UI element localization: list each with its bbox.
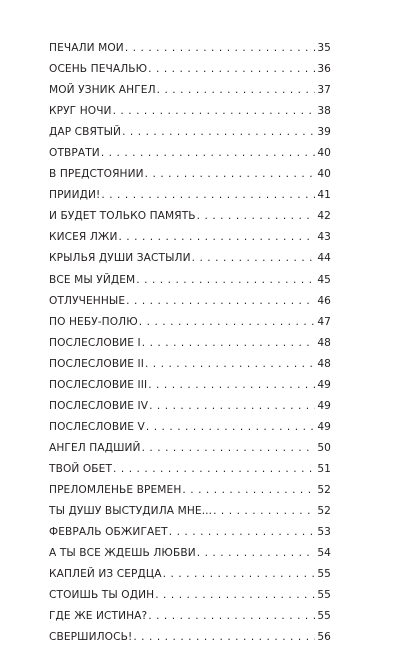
toc-entry bbox=[49, 126, 331, 147]
dot-leader bbox=[145, 358, 315, 370]
toc-entry-page: 48 bbox=[317, 336, 331, 349]
toc-entry-title: А ТЫ ВСЕ ЖДЕШЬ ЛЮБВИ bbox=[49, 547, 196, 560]
toc-entry-title: ОСЕНЬ ПЕЧАЛЬЮ bbox=[49, 63, 148, 76]
toc-entry bbox=[49, 526, 331, 547]
dot-leader bbox=[133, 631, 315, 643]
table-of-contents bbox=[49, 42, 331, 652]
toc-entry bbox=[49, 252, 331, 273]
toc-entry bbox=[49, 484, 331, 505]
dot-leader bbox=[148, 610, 315, 622]
toc-entry-title: ГДЕ ЖЕ ИСТИНА? bbox=[49, 610, 148, 623]
toc-entry-title: КРУГ НОЧИ bbox=[49, 105, 112, 118]
toc-entry-page: 52 bbox=[317, 505, 331, 518]
dot-leader bbox=[126, 295, 315, 307]
toc-entry-title: ОТВРАТИ bbox=[49, 147, 100, 160]
dot-leader bbox=[148, 63, 315, 75]
toc-entry-title: В ПРЕДСТОЯНИИ bbox=[49, 168, 144, 181]
toc-entry-page: 54 bbox=[317, 547, 331, 560]
dot-leader bbox=[169, 526, 316, 538]
dot-leader bbox=[136, 274, 315, 286]
toc-entry bbox=[49, 147, 331, 168]
toc-entry-page: 45 bbox=[317, 273, 331, 286]
toc-entry bbox=[49, 84, 331, 105]
toc-entry-title: ПОСЛЕСЛОВИЕ I bbox=[49, 336, 141, 349]
toc-entry-title: ПОСЛЕСЛОВИЕ V bbox=[49, 420, 145, 433]
toc-entry-title: ПОСЛЕСЛОВИЕ III bbox=[49, 378, 148, 391]
toc-entry-page: 50 bbox=[317, 441, 331, 454]
toc-entry-title: ВСЕ МЫ УЙДЕМ bbox=[49, 273, 136, 286]
dot-leader bbox=[148, 379, 315, 391]
toc-entry bbox=[49, 400, 331, 421]
dot-leader bbox=[113, 105, 316, 117]
toc-entry-page: 56 bbox=[317, 631, 331, 644]
toc-entry-title: И БУДЕТ ТОЛЬКО ПАМЯТЬ bbox=[49, 210, 196, 223]
dot-leader bbox=[122, 126, 315, 138]
toc-entry-title: ПО НЕБУ-ПОЛЮ bbox=[49, 315, 138, 328]
dot-leader bbox=[192, 252, 316, 264]
toc-entry bbox=[49, 421, 331, 442]
dot-leader bbox=[142, 442, 316, 454]
toc-entry-page: 37 bbox=[317, 84, 331, 97]
dot-leader bbox=[149, 400, 315, 412]
toc-entry bbox=[49, 295, 331, 316]
dot-leader bbox=[145, 168, 316, 180]
toc-entry-page: 38 bbox=[317, 105, 331, 118]
toc-entry-title: ПРЕЛОМЛЕНЬЕ ВРЕМЕН bbox=[49, 483, 182, 496]
toc-entry bbox=[49, 168, 331, 189]
toc-entry bbox=[49, 105, 331, 126]
toc-entry bbox=[49, 568, 331, 589]
toc-entry-page: 48 bbox=[317, 357, 331, 370]
toc-entry-page: 40 bbox=[317, 147, 331, 160]
toc-entry-page: 40 bbox=[317, 168, 331, 181]
dot-leader bbox=[163, 568, 316, 580]
toc-entry bbox=[49, 610, 331, 631]
toc-entry-page: 43 bbox=[317, 231, 331, 244]
dot-leader bbox=[101, 189, 315, 201]
dot-leader bbox=[197, 210, 316, 222]
toc-entry-title: ОТЛУЧЕННЫЕ bbox=[49, 294, 126, 307]
toc-entry-title: КИСЕЯ ЛЖИ bbox=[49, 231, 118, 244]
toc-entry-title: ПРИИДИ! bbox=[49, 189, 101, 202]
toc-entry-title: ПЕЧАЛИ МОИ bbox=[49, 42, 124, 54]
toc-entry-page: 36 bbox=[317, 63, 331, 76]
toc-entry-page: 49 bbox=[317, 399, 331, 412]
toc-entry-title: АНГЕЛ ПАДШИЙ bbox=[49, 441, 141, 454]
toc-entry-title: ТВОЙ ОБЕТ bbox=[49, 462, 113, 475]
dot-leader bbox=[155, 589, 315, 601]
toc-entry-title: ДАР СВЯТЫЙ bbox=[49, 126, 122, 139]
toc-entry-page: 51 bbox=[317, 462, 331, 475]
toc-entry bbox=[49, 358, 331, 379]
toc-entry-title: МОЙ УЗНИК АНГЕЛ bbox=[49, 84, 156, 97]
toc-entry-title: КАПЛЕЙ ИЗ СЕРДЦА bbox=[49, 568, 162, 581]
toc-entry bbox=[49, 274, 331, 295]
toc-entry-title: ТЫ ДУШУ ВЫСТУДИЛА МНЕ... bbox=[49, 505, 213, 518]
toc-entry bbox=[49, 42, 331, 63]
toc-entry-page: 52 bbox=[317, 483, 331, 496]
toc-entry bbox=[49, 63, 331, 84]
toc-entry-page: 55 bbox=[317, 610, 331, 623]
toc-entry-page: 39 bbox=[317, 126, 331, 139]
toc-entry-title: СВЕРШИЛОСЬ! bbox=[49, 631, 133, 644]
toc-entry-title: ФЕВРАЛЬ ОБЖИГАЕТ bbox=[49, 526, 168, 539]
toc-entry bbox=[49, 505, 331, 526]
toc-entry-page: 42 bbox=[317, 210, 331, 223]
toc-entry bbox=[49, 442, 331, 463]
toc-entry-page: 49 bbox=[317, 378, 331, 391]
toc-entry-title: КРЫЛЬЯ ДУШИ ЗАСТЫЛИ bbox=[49, 252, 191, 265]
dot-leader bbox=[125, 42, 315, 54]
toc-entry bbox=[49, 379, 331, 400]
toc-entry-title: ПОСЛЕСЛОВИЕ II bbox=[49, 357, 144, 370]
toc-entry-page: 53 bbox=[317, 526, 331, 539]
toc-entry bbox=[49, 631, 331, 652]
dot-leader bbox=[139, 316, 316, 328]
toc-entry bbox=[49, 231, 331, 252]
toc-entry bbox=[49, 337, 331, 358]
toc-entry bbox=[49, 463, 331, 484]
toc-entry bbox=[49, 316, 331, 337]
dot-leader bbox=[157, 84, 316, 96]
toc-entry-page: 55 bbox=[317, 568, 331, 581]
dot-leader bbox=[182, 484, 315, 496]
dot-leader bbox=[146, 421, 315, 433]
toc-entry-page: 49 bbox=[317, 420, 331, 433]
dot-leader bbox=[213, 505, 315, 517]
toc-entry bbox=[49, 589, 331, 610]
toc-entry-page: 44 bbox=[317, 252, 331, 265]
dot-leader bbox=[101, 147, 316, 159]
dot-leader bbox=[142, 337, 316, 349]
toc-entry-title: СТОИШЬ ТЫ ОДИН bbox=[49, 589, 155, 602]
toc-entry-page: 47 bbox=[317, 315, 331, 328]
toc-entry-page: 41 bbox=[317, 189, 331, 202]
dot-leader bbox=[197, 547, 316, 559]
toc-entry bbox=[49, 189, 331, 210]
dot-leader bbox=[113, 463, 315, 475]
toc-entry bbox=[49, 547, 331, 568]
toc-entry-page: 55 bbox=[317, 589, 331, 602]
dot-leader bbox=[118, 231, 315, 243]
toc-entry-title: ПОСЛЕСЛОВИЕ IV bbox=[49, 399, 149, 412]
toc-entry-page: 35 bbox=[317, 42, 331, 54]
toc-entry-page: 46 bbox=[317, 294, 331, 307]
toc-entry bbox=[49, 210, 331, 231]
